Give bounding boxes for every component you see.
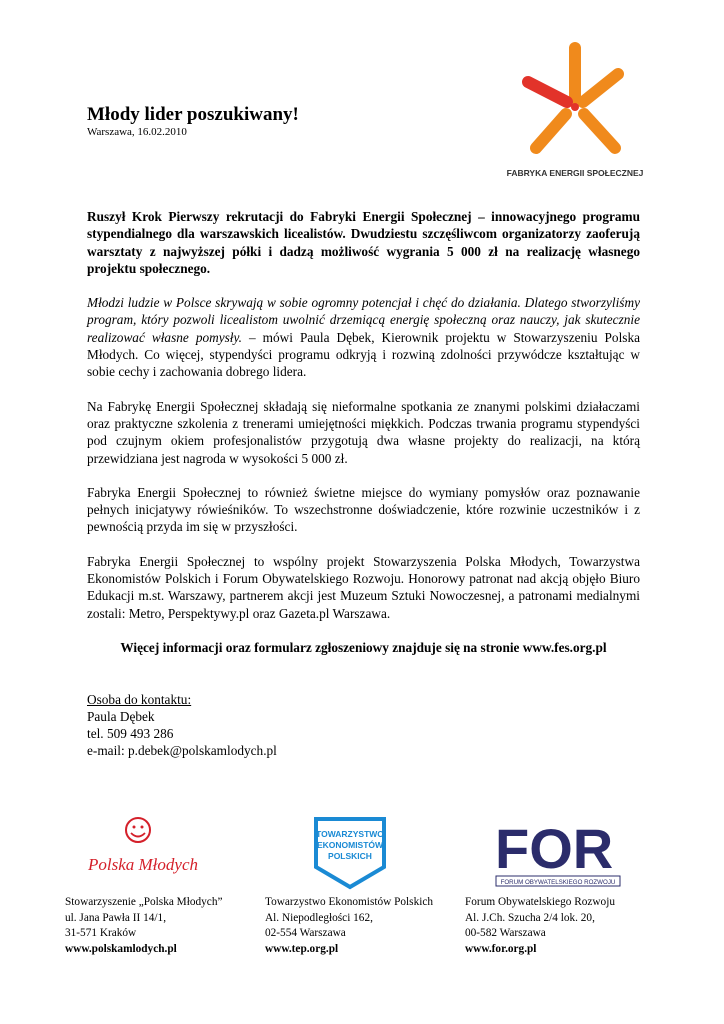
- polska-mlodych-logo: [86, 812, 201, 887]
- quote-italic: Młodzi ludzie w Polsce skrywają w sobie ogromny potencjał i chęć do działania. Dlatego stworzyliśmy program, który pozwoli licealistom uwolnić drzemiącą energię społeczną oraz nauczy, jak skutecznie realizować własne pomysły.: [87, 295, 640, 345]
- contact-email[interactable]: e-mail: p.debek@polskamlodych.pl: [87, 743, 277, 758]
- tep-line3: POLSKICH: [328, 851, 372, 861]
- footer-3-line3: 00-582 Warszawa: [465, 927, 546, 939]
- contact-heading: Osoba do kontaktu:: [87, 692, 192, 707]
- quote-paragraph: [87, 294, 640, 380]
- pm-logo-text: Polska Młodych: [88, 855, 198, 874]
- tep-line2: EKONOMISTÓW: [316, 840, 384, 850]
- footer-3-line2: Al. J.Ch. Szucha 2/4 lok. 20,: [465, 911, 595, 924]
- article-body: [87, 208, 640, 656]
- for-logo-subtext: FORUM OBYWATELSKIEGO ROZWOJU: [500, 879, 616, 886]
- footer-partner-3: [465, 895, 615, 957]
- more-info-link[interactable]: Więcej informacji oraz formularz zgłoszeniowy znajduje się na stronie www.fes.org.pl: [120, 639, 607, 655]
- paragraph-3: Na Fabrykę Energii Społecznej składają się nieformalne spotkania ze znanymi polskimi działaczami oraz praktyczne szkolenia z trenerami umiejętności miękkich. Podczas trwania programu stypendyści pod czujnym okiem profesjonalistów przygotują dwa własne projekty do realizacji, na którą przewidziana jest nagroda w wysokości 5 000 zł.: [87, 398, 640, 466]
- for-logo-text: FOR: [495, 818, 614, 880]
- footer-partner-1: [65, 895, 223, 957]
- contact-phone: tel. 509 493 286: [87, 726, 174, 741]
- fes-logo: [500, 36, 650, 186]
- tep-line1: TOWARZYSTWO: [316, 829, 384, 839]
- footer-3-line1: Forum Obywatelskiego Rozwoju: [465, 896, 615, 908]
- footer-1-line3: 31-571 Kraków: [65, 927, 137, 939]
- paragraph-4: Fabryka Energii Społecznej to również świetne miejsce do wymiany pomysłów oraz poznawanie pełnych inicjatywy rówieśników. To wszechstronne doświadczenie, które rozwinie uczestników i z pewnością przyda im się w przyszłości.: [87, 484, 640, 535]
- quote-rest: – mówi Paula Dębek, Kierownik projektu w Stowarzyszeniu Polska Młodych. Co więcej, stypendyści programu odkryją i rozwiną zdolności przywódcze kształtując w sobie cechy i zachowania dobrego lidera.: [87, 329, 640, 380]
- footer-2-line2: Al. Niepodległości 162,: [265, 911, 373, 924]
- fes-logo-text: FABRYKA ENERGII SPOŁECZNEJ: [506, 168, 644, 178]
- lead-paragraph: Ruszył Krok Pierwszy rekrutacji do Fabryki Energii Społecznej – innowacyjnego programu stypendialnego dla warszawskich licealistów. Dwudziestu szczęśliwcom organizatorzy zaoferują warsztaty z najwyższej półki i dadzą możliwość wygrania 5 000 zł na realizację własnego projektu społecznego.: [87, 209, 640, 276]
- footer-1-line1: Stowarzyszenie „Polska Młodych”: [65, 896, 223, 908]
- paragraph-5: Fabryka Energii Społecznej to wspólny projekt Stowarzyszenia Polska Młodych, Towarzystwa Ekonomistów Polskich i Forum Obywatelskiego Rozwoju. Honorowy patronat nad akcją objęło Biuro Edukacji m.st. Warszawy, partnerem akcji jest Muzeum Sztuki Nowoczesnej, a patronami medialnymi zostali: Metro, Perspektywy.pl oraz Gazeta.pl Warszawa.: [87, 553, 640, 621]
- footer-3-web-link[interactable]: www.for.org.pl: [465, 942, 537, 955]
- footer-1-web-link[interactable]: www.polskamlodych.pl: [65, 942, 177, 955]
- date-line: Warszawa, 16.02.2010: [87, 126, 187, 138]
- footer-partner-2: [265, 895, 433, 957]
- for-logo: [493, 818, 623, 888]
- footer-1-line2: ul. Jana Pawła II 14/1,: [65, 911, 167, 924]
- page-title: Młody lider poszukiwany!: [87, 104, 299, 125]
- footer-2-line1: Towarzystwo Ekonomistów Polskich: [265, 896, 434, 908]
- tep-logo: [310, 815, 390, 895]
- footer-2-line3: 02-554 Warszawa: [265, 927, 346, 939]
- contact-name: Paula Dębek: [87, 709, 155, 724]
- contact-block: [87, 691, 277, 759]
- footer-2-web-link[interactable]: www.tep.org.pl: [265, 942, 339, 955]
